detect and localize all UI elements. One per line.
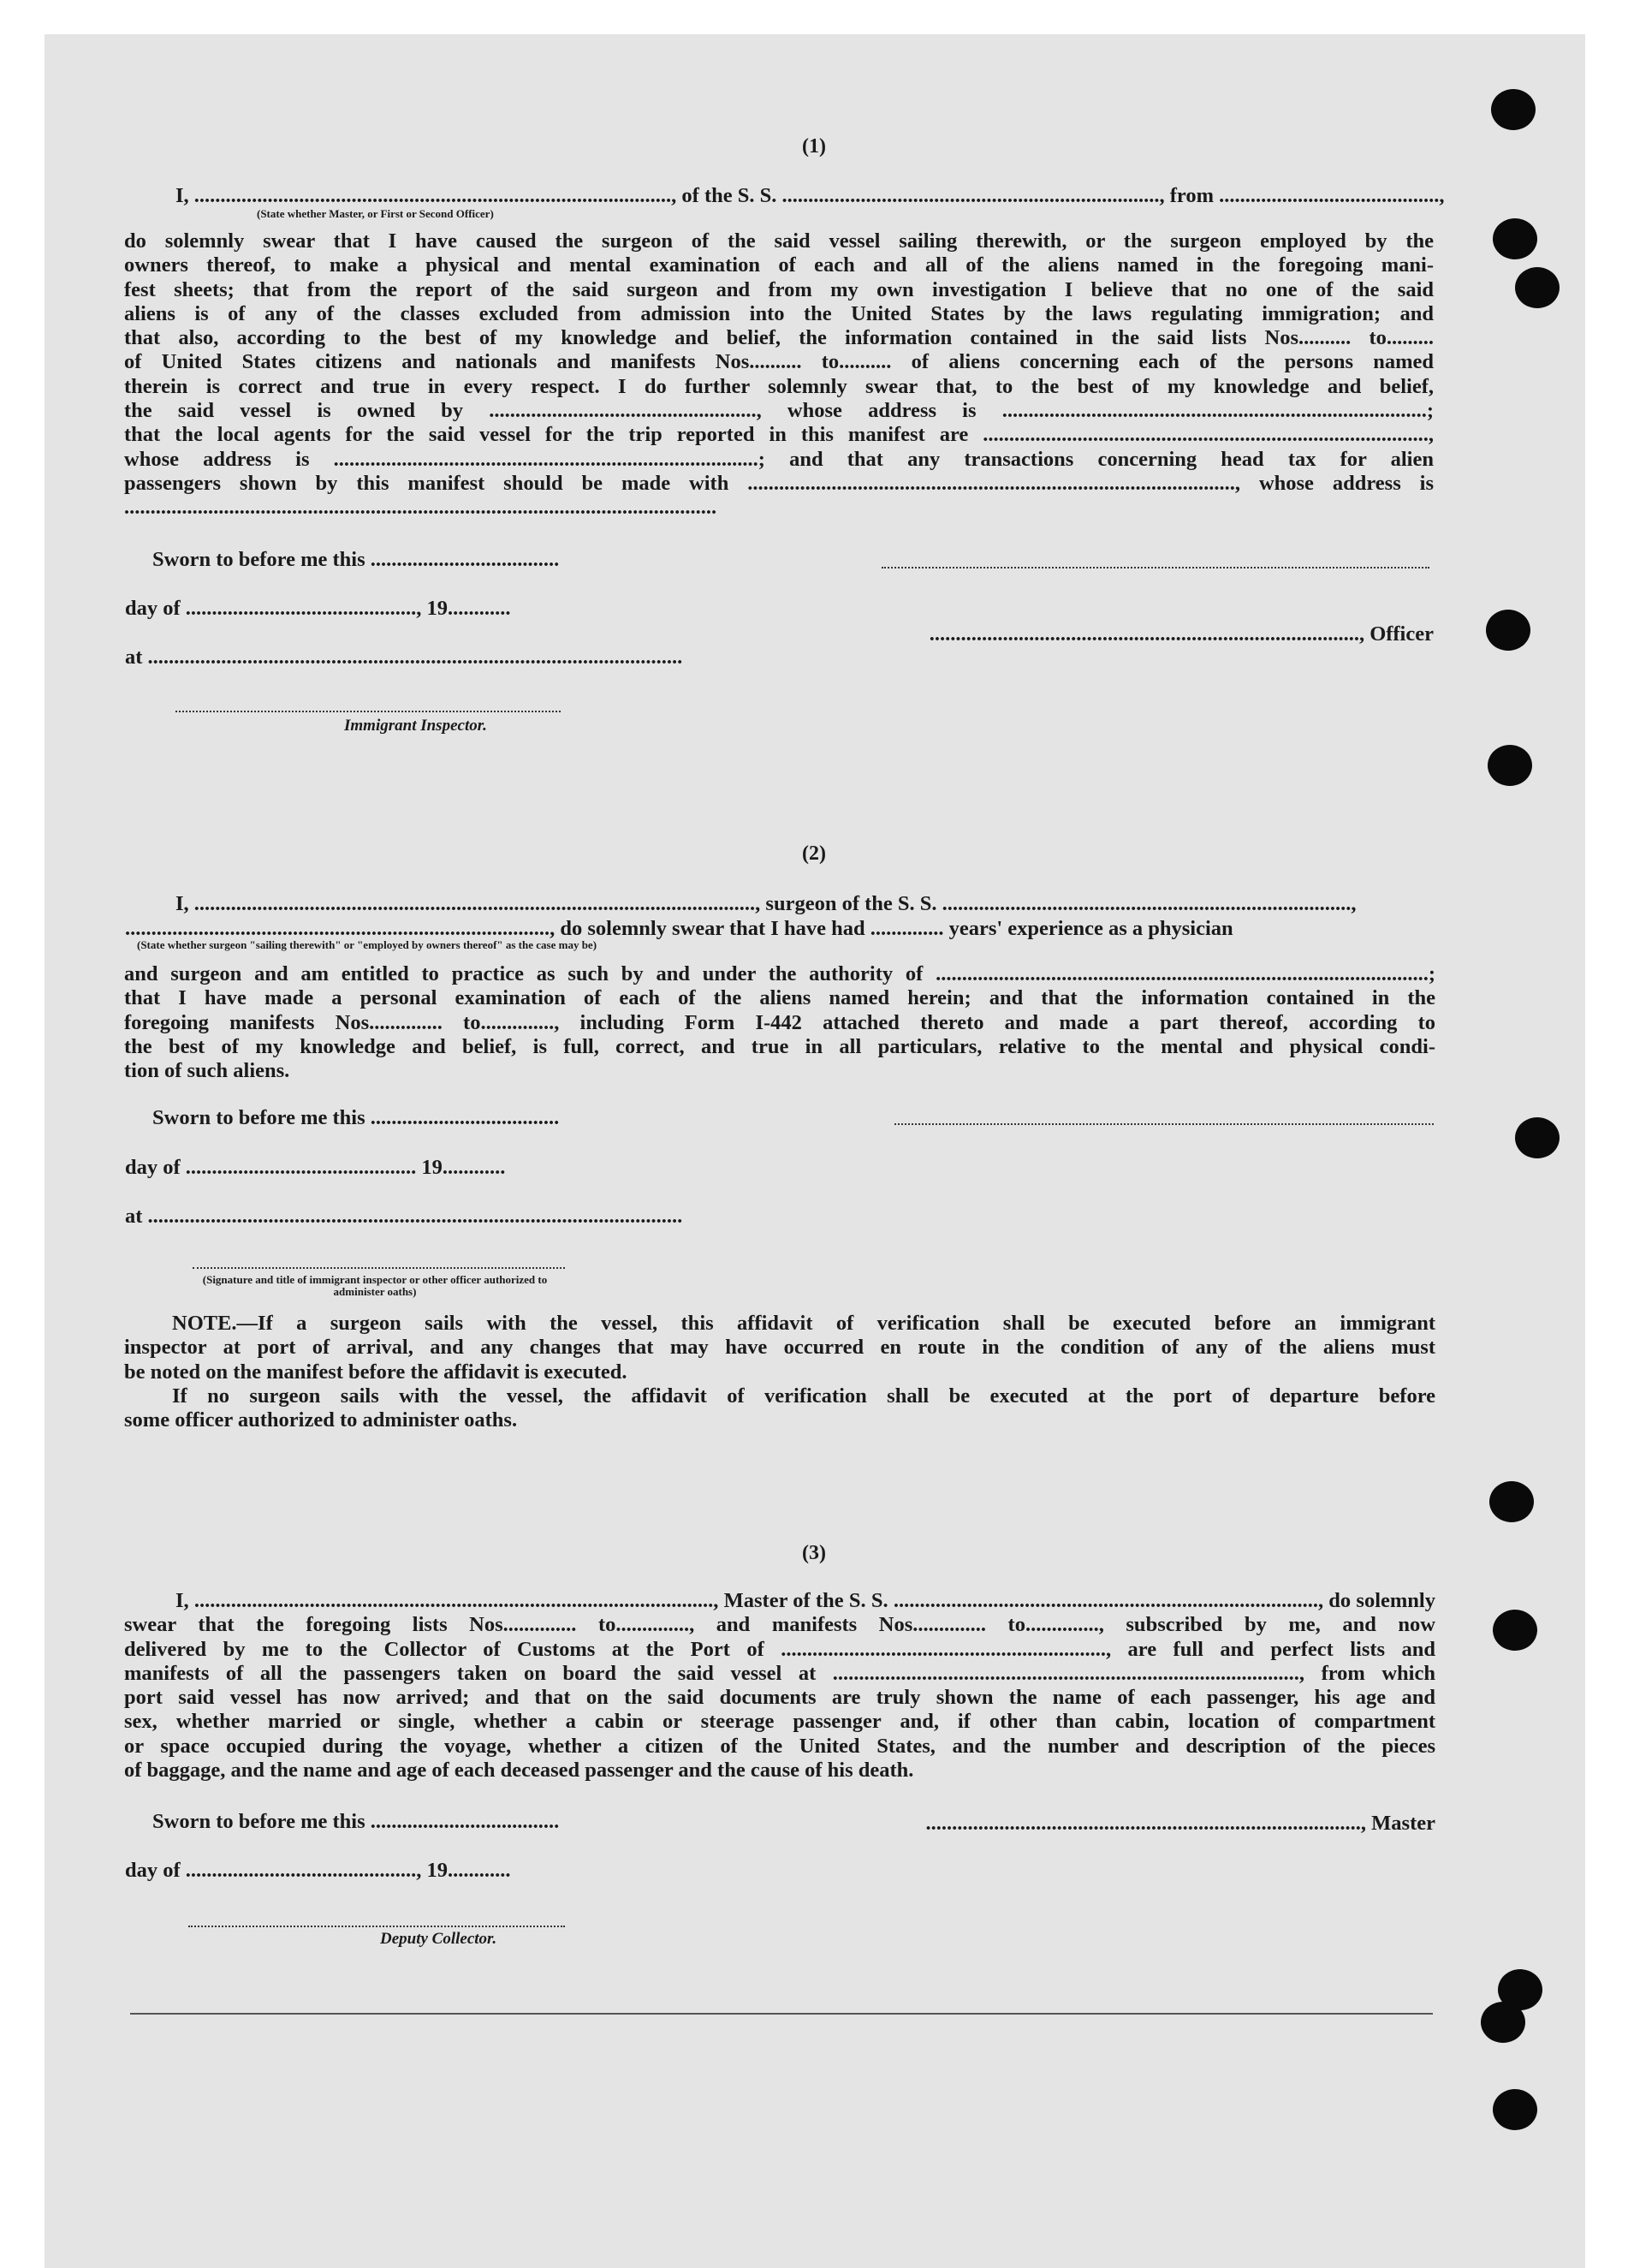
section-1-number: (1) bbox=[802, 135, 826, 158]
section-2-day-line: day of ............................................ 19............ bbox=[125, 1156, 506, 1179]
oath-line: swear that the foregoing lists Nos.............. to.............., and manifests Nos.............. to.............., subscribed by me, and now bbox=[124, 1613, 1435, 1637]
oath-line: passengers shown by this manifest should be made with ............................................................................................., whose address is bbox=[124, 471, 1434, 495]
oath-line: delivered by me to the Collector of Customs at the Port of .............................................................., are full and perfect lists and bbox=[124, 1637, 1435, 1661]
binder-hole-8 bbox=[1493, 1610, 1537, 1651]
oath-line: owners thereof, to make a physical and mental examination of each and all of the aliens named in the foregoing mani- bbox=[124, 253, 1434, 277]
binder-hole-11 bbox=[1493, 2089, 1537, 2130]
section-1-opening-line: I, ..........................................................................................., of the S. S. ........................................................................, from .........................................., bbox=[175, 184, 1445, 207]
section-1-sworn-line: Sworn to before me this .................................... bbox=[152, 548, 560, 571]
section-2-number: (2) bbox=[802, 842, 826, 865]
section-1-officer-line: .................................................................................., Officer bbox=[929, 622, 1434, 646]
oath-line: or space occupied during the voyage, whether a citizen of the United States, and the number and description of the pieces bbox=[124, 1734, 1435, 1758]
inspector-signature-line bbox=[193, 1267, 565, 1269]
oath-line: aliens is of any of the classes excluded from admission into the United States by the laws regulating immigration; and bbox=[124, 301, 1434, 325]
signature-line bbox=[894, 1123, 1434, 1125]
binder-hole-5 bbox=[1488, 745, 1532, 786]
section-2-oath-paragraph bbox=[124, 962, 1435, 1083]
note-line: be noted on the manifest before the affidavit is executed. bbox=[124, 1360, 627, 1384]
oath-line: ................................................................................................................. bbox=[124, 496, 717, 520]
section-2-opening-line: I, ..........................................................................................................., surgeon of the S. S. .............................................................................., bbox=[175, 892, 1357, 915]
section-2-at-line: at ...................................................................................................... bbox=[125, 1205, 683, 1228]
oath-line: that I have made a personal examination of each of the aliens named herein; and that the information contained in the bbox=[124, 986, 1435, 1010]
binder-hole-3 bbox=[1515, 267, 1560, 308]
oath-line: foregoing manifests Nos.............. to.............., including Form I-442 attached thereto and made a part thereof, according to bbox=[124, 1010, 1435, 1034]
bottom-rule bbox=[130, 2013, 1433, 2015]
section-3-sworn-line: Sworn to before me this .................................... bbox=[152, 1810, 560, 1833]
oath-line: that the local agents for the said vessel for the trip reported in this manifest are ....................................................................................., bbox=[124, 423, 1434, 447]
oath-line: of United States citizens and nationals and manifests Nos.......... to.......... of aliens concerning each of the persons named bbox=[124, 350, 1434, 374]
oath-line: and surgeon and am entitled to practice as such by and under the authority of ..............................................................................................; bbox=[124, 962, 1435, 985]
section-2-experience-line: ................................................................................., do solemnly swear that I have had .............. years' experience as a physician bbox=[125, 917, 1233, 940]
immigrant-inspector-label: Immigrant Inspector. bbox=[344, 717, 487, 735]
oath-line: sex, whether married or single, whether a cabin or steerage passenger and, if other than cabin, location of compartment bbox=[124, 1710, 1435, 1734]
section-2-signature-note: (Signature and title of immigrant inspector or other officer authorized to administer oaths) bbox=[202, 1273, 548, 1298]
section-3-master-line: ..................................................................................., Master bbox=[925, 1812, 1435, 1835]
section-1-officer-note: (State whether Master, or First or Second Officer) bbox=[257, 207, 494, 220]
binder-hole-10 bbox=[1481, 2002, 1525, 2043]
oath-line: whose address is .................................................................................; and that any transactions concerning head tax for alien bbox=[124, 447, 1434, 471]
binder-hole-7 bbox=[1489, 1481, 1534, 1522]
note-line: some officer authorized to administer oaths. bbox=[124, 1408, 518, 1432]
oath-line: fest sheets; that from the report of the said surgeon and from my own investigation I believe that no one of the said bbox=[124, 277, 1434, 301]
section-3-day-line: day of ............................................, 19............ bbox=[125, 1859, 511, 1882]
section-2-sworn-line: Sworn to before me this .................................... bbox=[152, 1106, 560, 1129]
section-1-day-line: day of ............................................, 19............ bbox=[125, 597, 511, 620]
inspector-signature-line bbox=[175, 711, 561, 712]
section-1-oath-paragraph bbox=[124, 229, 1434, 521]
note-line: inspector at port of arrival, and any changes that may have occurred en route in the condition of any of the aliens must bbox=[124, 1336, 1435, 1360]
binder-hole-6 bbox=[1515, 1117, 1560, 1158]
oath-line: the best of my knowledge and belief, is full, correct, and true in all particulars, relative to the mental and physical condi- bbox=[124, 1034, 1435, 1058]
section-3-number: (3) bbox=[802, 1542, 826, 1564]
binder-hole-1 bbox=[1491, 89, 1536, 130]
oath-line: I, ..................................................................................................., Master of the S. S. ................................................................................., do solemnly bbox=[175, 1589, 1435, 1612]
section-2-note bbox=[124, 1312, 1435, 1432]
binder-hole-2 bbox=[1493, 218, 1537, 259]
deputy-collector-label: Deputy Collector. bbox=[380, 1930, 497, 1948]
note-line: If no surgeon sails with the vessel, the affidavit of verification shall be executed at the port of departure before bbox=[172, 1384, 1435, 1408]
oath-line: of baggage, and the name and age of each deceased passenger and the cause of his death. bbox=[124, 1759, 914, 1783]
oath-line: that also, according to the best of my knowledge and belief, the information contained in the said lists Nos.......... to......... bbox=[124, 326, 1434, 350]
oath-line: manifests of all the passengers taken on board the said vessel at ........................................................................................., from which bbox=[124, 1661, 1435, 1685]
oath-line: therein is correct and true in every respect. I do further solemnly swear that, to the best of my knowledge and belief, bbox=[124, 374, 1434, 398]
oath-line: do solemnly swear that I have caused the surgeon of the said vessel sailing therewith, or the surgeon employed by the bbox=[124, 229, 1434, 253]
section-1-at-line: at ...................................................................................................... bbox=[125, 646, 683, 669]
section-3-oath-paragraph bbox=[124, 1589, 1435, 1783]
oath-line: port said vessel has now arrived; and that on the said documents are truly shown the name of each passenger, his age and bbox=[124, 1686, 1435, 1710]
oath-line: the said vessel is owned by ..................................................., whose address is .................................................................................; bbox=[124, 399, 1434, 423]
section-2-surgeon-note: (State whether surgeon "sailing therewith" or "employed by owners thereof" as the case may be) bbox=[137, 938, 597, 951]
signature-line bbox=[882, 567, 1429, 568]
note-line: NOTE.—If a surgeon sails with the vessel, this affidavit of verification shall be executed before an immigrant bbox=[172, 1312, 1435, 1335]
collector-signature-line bbox=[188, 1926, 565, 1927]
binder-hole-4 bbox=[1486, 610, 1530, 651]
oath-line: tion of such aliens. bbox=[124, 1059, 290, 1083]
